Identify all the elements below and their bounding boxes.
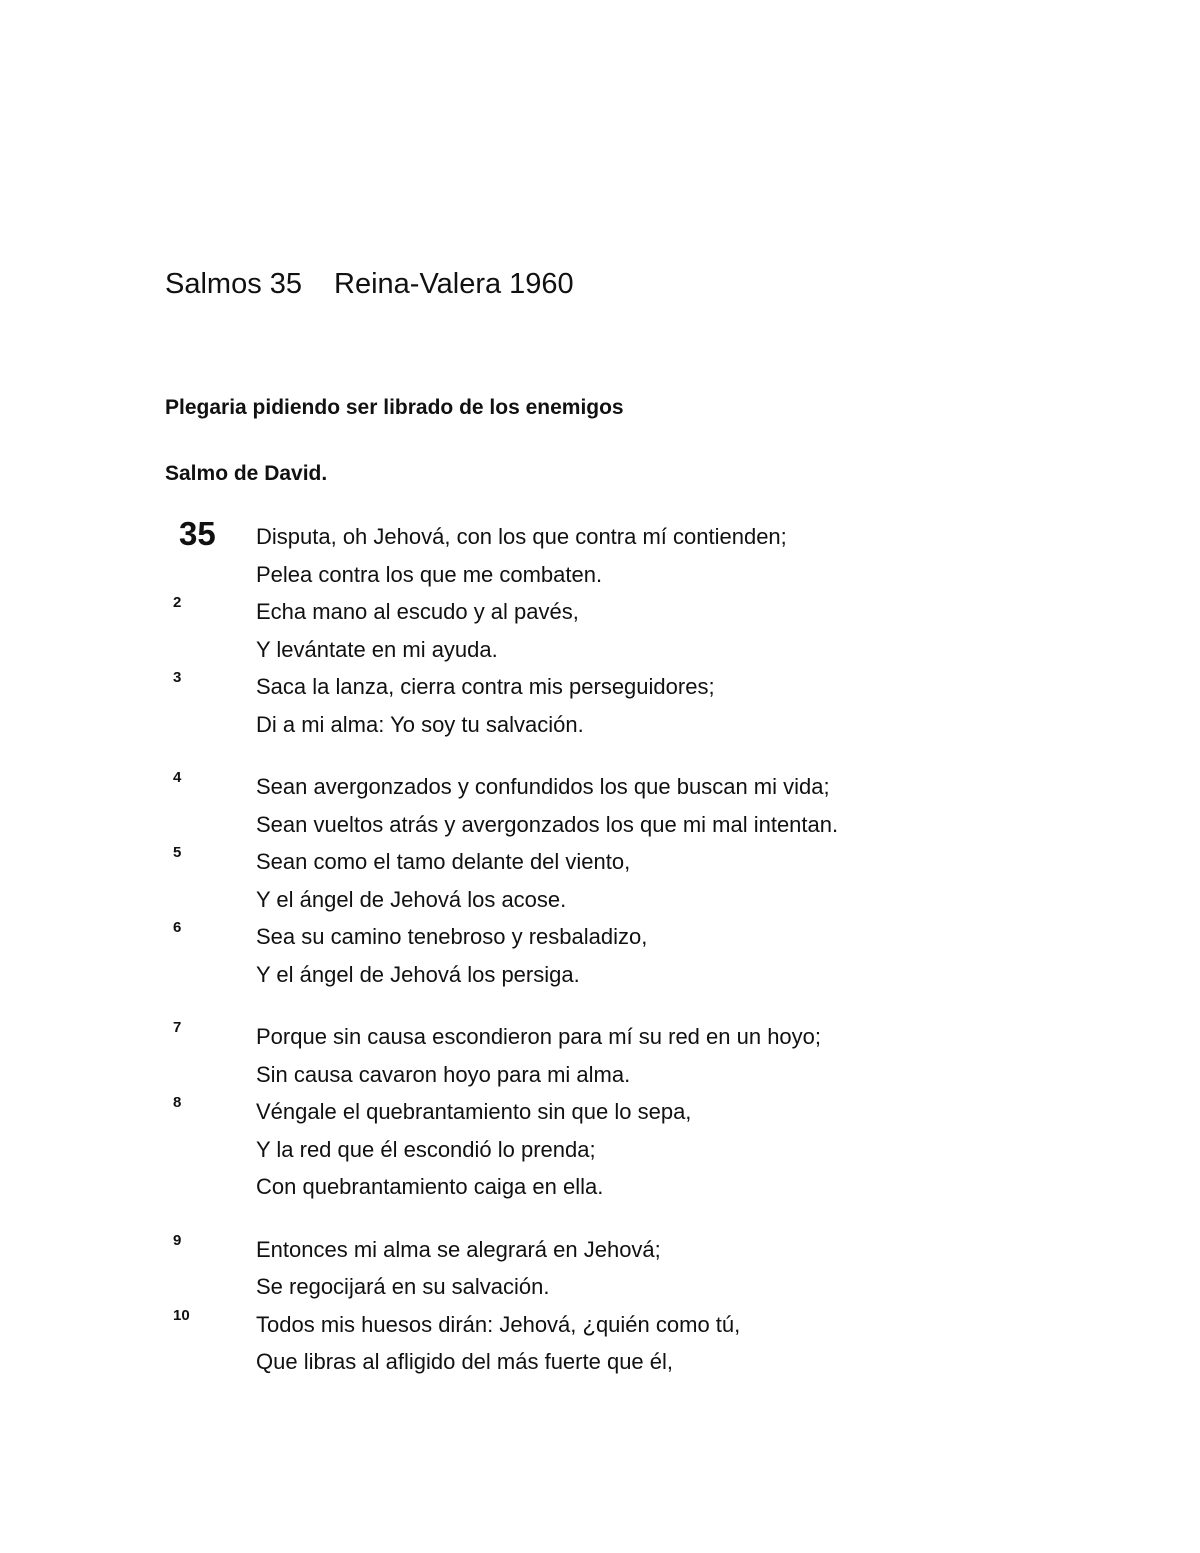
verse-number: 9 bbox=[173, 1231, 182, 1249]
verse-lines bbox=[256, 1018, 1125, 1093]
verse-lines bbox=[256, 593, 1125, 668]
verse-line: Con quebrantamiento caiga en ella. bbox=[256, 1174, 604, 1199]
verse-line: Y la red que él escondió lo prenda; bbox=[256, 1136, 596, 1162]
book-chapter: Salmos 35 bbox=[165, 268, 303, 300]
verse-line: Que libras al afligido del más fuerte que él, bbox=[256, 1349, 674, 1374]
page-title bbox=[165, 268, 574, 301]
chapter-number: 35 bbox=[179, 515, 216, 552]
verse-lines bbox=[256, 1231, 1125, 1306]
verse bbox=[165, 593, 1125, 668]
verse-lines bbox=[256, 843, 1125, 918]
verse bbox=[165, 1093, 1125, 1206]
verse-line: Sean como el tamo delante del viento, bbox=[256, 849, 631, 874]
verse bbox=[165, 668, 1125, 743]
verse bbox=[165, 1306, 1125, 1381]
verse-lines bbox=[256, 518, 1125, 593]
stanza bbox=[165, 1231, 1125, 1381]
verse-line: Todos mis huesos dirán: Jehová, ¿quién como tú, bbox=[256, 1311, 741, 1337]
verse-line: Sean vueltos atrás y avergonzados los que mi mal intentan. bbox=[256, 811, 839, 837]
verse bbox=[165, 1018, 1125, 1093]
verse-line: Se regocijará en su salvación. bbox=[256, 1274, 550, 1299]
stanza bbox=[165, 515, 1125, 743]
verse-line: Y levántate en mi ayuda. bbox=[256, 636, 498, 662]
verse-line: Pelea contra los que me combaten. bbox=[256, 561, 603, 587]
verse-lines bbox=[256, 668, 1125, 743]
verse-line: Echa mano al escudo y al pavés, bbox=[256, 599, 579, 624]
superscription: Salmo de David. bbox=[165, 462, 328, 485]
verse-number: 3 bbox=[173, 669, 182, 686]
verse-number: 2 bbox=[173, 594, 182, 611]
verse-line: Porque sin causa escondieron para mí su red en un hoyo; bbox=[256, 1024, 822, 1049]
verse-number: 7 bbox=[173, 1019, 182, 1036]
verse-number: 4 bbox=[173, 769, 182, 786]
bible-version: Reina-Valera 1960 bbox=[334, 268, 574, 300]
verse-line: Sea su camino tenebroso y resbaladizo, bbox=[256, 924, 648, 949]
stanza bbox=[165, 768, 1125, 993]
stanza bbox=[165, 1018, 1125, 1206]
verse-line: Véngale el quebrantamiento sin que lo sepa, bbox=[256, 1099, 692, 1124]
verse-number: 10 bbox=[173, 1306, 190, 1324]
verse-line: Y el ángel de Jehová los acose. bbox=[256, 886, 567, 912]
verse-number: 5 bbox=[173, 844, 182, 861]
verses-body bbox=[165, 515, 1125, 1381]
verse-line: Saca la lanza, cierra contra mis perseguidores; bbox=[256, 674, 715, 699]
verse-line: Disputa, oh Jehová, con los que contra mí contienden; bbox=[256, 524, 787, 549]
section-heading: Plegaria pidiendo ser librado de los enemigos bbox=[165, 396, 624, 419]
verse-line: Di a mi alma: Yo soy tu salvación. bbox=[256, 711, 584, 737]
verse-number: 6 bbox=[173, 919, 182, 936]
verse-number: 8 bbox=[173, 1094, 182, 1111]
verse-line: Entonces mi alma se alegrará en Jehová; bbox=[256, 1236, 661, 1262]
verse-lines bbox=[256, 1306, 1125, 1381]
verse bbox=[165, 515, 1125, 593]
verse-lines bbox=[256, 768, 1125, 843]
verse-line: Sean avergonzados y confundidos los que buscan mi vida; bbox=[256, 774, 830, 799]
verse bbox=[165, 918, 1125, 993]
verse-lines bbox=[256, 918, 1125, 993]
verse-line: Sin causa cavaron hoyo para mi alma. bbox=[256, 1061, 631, 1087]
verse bbox=[165, 1231, 1125, 1306]
verse-line: Y el ángel de Jehová los persiga. bbox=[256, 961, 580, 987]
verse-lines bbox=[256, 1093, 1125, 1206]
verse bbox=[165, 768, 1125, 843]
verse bbox=[165, 843, 1125, 918]
